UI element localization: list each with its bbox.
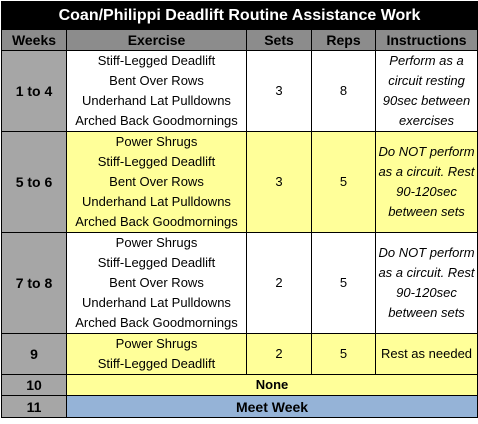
table-title: Coan/Philippi Deadlift Routine Assistance Work (2, 2, 478, 30)
instructions-cell: Do NOT perform as a circuit. Rest 90-120sec between sets (376, 132, 478, 233)
exercise-cell (67, 233, 247, 334)
sets-cell: 2 (247, 233, 312, 334)
instructions-cell: Do NOT perform as a circuit. Rest 90-120sec between sets (376, 233, 478, 334)
exercise-item: Underhand Lat Pulldowns (82, 194, 231, 209)
exercise-item: Stiff-Legged Deadlift (97, 154, 216, 169)
exercise-item: Underhand Lat Pulldowns (82, 295, 231, 310)
exercise-item: Power Shrugs (115, 235, 198, 250)
reps-cell: 5 (312, 334, 376, 375)
table-row (2, 375, 478, 396)
exercise-item: Arched Back Goodmornings (75, 214, 238, 229)
exercise-cell (67, 132, 247, 233)
weeks-cell: 10 (2, 375, 67, 396)
exercise-item: Bent Over Rows (109, 275, 204, 290)
weeks-cell: 9 (2, 334, 67, 375)
reps-cell: 8 (312, 51, 376, 132)
weeks-cell: 7 to 8 (2, 233, 67, 334)
weeks-cell: 5 to 6 (2, 132, 67, 233)
table-row (2, 51, 478, 132)
header-sets: Sets (247, 30, 312, 51)
reps-cell: 5 (312, 132, 376, 233)
instructions-cell: Rest as needed (376, 334, 478, 375)
routine-table (1, 1, 478, 418)
header-instructions: Instructions (376, 30, 478, 51)
header-reps: Reps (312, 30, 376, 51)
table-row (2, 233, 478, 334)
header-exercise: Exercise (67, 30, 247, 51)
exercise-item: Power Shrugs (115, 134, 198, 149)
table-row (2, 132, 478, 233)
exercise-item: Underhand Lat Pulldowns (82, 93, 231, 108)
weeks-cell: 11 (2, 396, 67, 418)
instructions-cell: Perform as a circuit resting 90sec between exercises (376, 51, 478, 132)
exercise-item: Bent Over Rows (109, 174, 204, 189)
reps-cell: 5 (312, 233, 376, 334)
table-row (2, 396, 478, 418)
weeks-cell: 1 to 4 (2, 51, 67, 132)
table-row (2, 334, 478, 375)
exercise-item: Stiff-Legged Deadlift (97, 53, 216, 68)
exercise-cell (67, 334, 247, 375)
exercise-cell (67, 51, 247, 132)
exercise-item: Power Shrugs (115, 336, 198, 351)
exercise-item: Stiff-Legged Deadlift (97, 356, 216, 371)
exercise-item: Bent Over Rows (109, 73, 204, 88)
exercise-item: Arched Back Goodmornings (75, 315, 238, 330)
header-row (2, 30, 478, 51)
sets-cell: 3 (247, 132, 312, 233)
sets-cell: 3 (247, 51, 312, 132)
none-cell: None (67, 375, 478, 396)
header-weeks: Weeks (2, 30, 67, 51)
sets-cell: 2 (247, 334, 312, 375)
exercise-item: Stiff-Legged Deadlift (97, 255, 216, 270)
meet-week-cell: Meet Week (67, 396, 478, 418)
exercise-item: Arched Back Goodmornings (75, 113, 238, 128)
